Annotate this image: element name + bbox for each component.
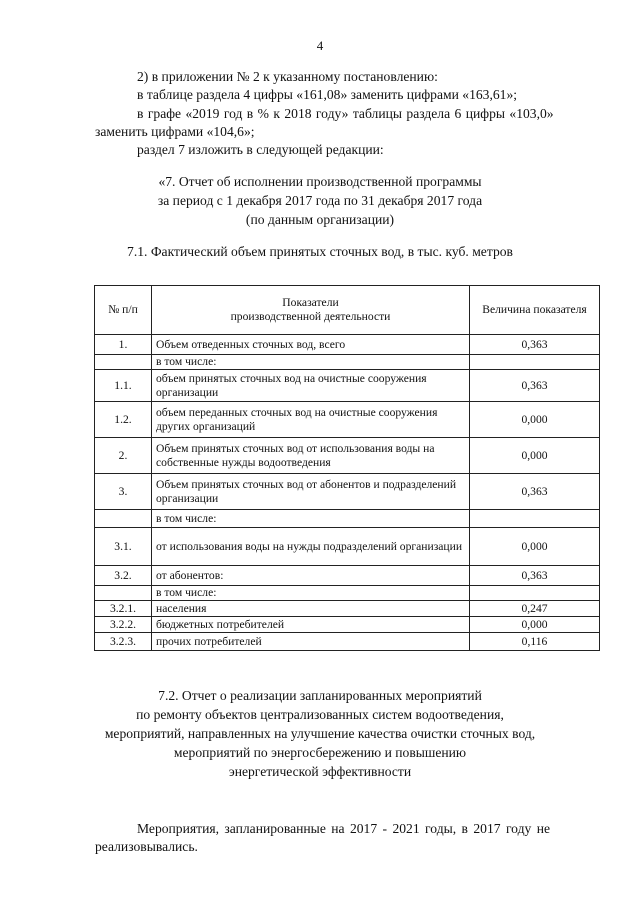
row-value: 0,000 bbox=[470, 438, 600, 474]
row-num: 1. bbox=[95, 335, 152, 355]
table-row bbox=[95, 566, 600, 586]
section-7-2-title bbox=[0, 686, 640, 781]
table-row bbox=[95, 510, 600, 528]
row-name: прочих потребителей bbox=[152, 633, 470, 651]
header-num: № п/п bbox=[95, 286, 152, 335]
row-value: 0,363 bbox=[470, 474, 600, 510]
row-value: 0,363 bbox=[470, 370, 600, 402]
row-num bbox=[95, 586, 152, 601]
row-value bbox=[470, 355, 600, 370]
table-row bbox=[95, 438, 600, 474]
row-name: населения bbox=[152, 601, 470, 617]
row-name: от абонентов: bbox=[152, 566, 470, 586]
row-num: 3.2. bbox=[95, 566, 152, 586]
row-num: 3.2.2. bbox=[95, 617, 152, 633]
section-7-title-line-2: за период с 1 декабря 2017 года по 31 декабря 2017 года bbox=[157, 193, 483, 208]
header-indicator-line-1: Показатели bbox=[282, 296, 339, 309]
row-value: 0,116 bbox=[470, 633, 600, 651]
row-name: Объем принятых сточных вод от использования воды на собственные нужды водоотведения bbox=[152, 438, 470, 474]
header-value: Величина показателя bbox=[470, 286, 600, 335]
row-value: 0,363 bbox=[470, 335, 600, 355]
row-num: 1.1. bbox=[95, 370, 152, 402]
row-name: Объем принятых сточных вод от абонентов и подразделений организации bbox=[152, 474, 470, 510]
intro-line-4: заменить цифрами «104,6»; bbox=[95, 124, 255, 139]
row-value bbox=[470, 586, 600, 601]
section-7-2-line-2: по ремонту объектов централизованных систем водоотведения, bbox=[136, 707, 504, 722]
table-row bbox=[95, 370, 600, 402]
row-value bbox=[470, 510, 600, 528]
section-7-1-title-text: 7.1. Фактический объем принятых сточных вод, в тыс. куб. метров bbox=[127, 244, 513, 259]
row-value: 0,363 bbox=[470, 566, 600, 586]
section-7-title-line-3: (по данным организации) bbox=[245, 212, 395, 227]
header-indicator-line-2: производственной деятельности bbox=[230, 310, 391, 323]
table-row bbox=[95, 335, 600, 355]
row-value: 0,247 bbox=[470, 601, 600, 617]
row-name: объем переданных сточных вод на очистные сооружения других организаций bbox=[152, 402, 470, 438]
closing-line-1: Мероприятия, запланированные на 2017 - 2021 годы, в 2017 году не bbox=[137, 821, 551, 836]
section-7-2-line-4: мероприятий по энергосбережению и повышению bbox=[173, 745, 467, 760]
table-row bbox=[95, 355, 600, 370]
row-num bbox=[95, 510, 152, 528]
section-7-2-line-3: мероприятий, направленных на улучшение качества очистки сточных вод, bbox=[104, 726, 536, 741]
closing-line-2: реализовывались. bbox=[95, 839, 198, 854]
table-row bbox=[95, 586, 600, 601]
table-header-row bbox=[95, 286, 600, 335]
row-name: объем принятых сточных вод на очистные сооружения организации bbox=[152, 370, 470, 402]
row-name: в том числе: bbox=[152, 586, 470, 601]
row-num: 3.2.1. bbox=[95, 601, 152, 617]
intro-line-3: в графе «2019 год в % к 2018 году» таблицы раздела 6 цифры «103,0» bbox=[137, 106, 554, 121]
row-num: 1.2. bbox=[95, 402, 152, 438]
row-name: в том числе: bbox=[152, 355, 470, 370]
row-num: 2. bbox=[95, 438, 152, 474]
table-row bbox=[95, 617, 600, 633]
intro-line-2: в таблице раздела 4 цифры «161,08» заменить цифрами «163,61»; bbox=[137, 87, 518, 102]
row-name: бюджетных потребителей bbox=[152, 617, 470, 633]
row-name: в том числе: bbox=[152, 510, 470, 528]
row-num: 3.1. bbox=[95, 528, 152, 566]
header-indicator bbox=[152, 286, 470, 335]
wastewater-table bbox=[94, 285, 600, 651]
table-row bbox=[95, 633, 600, 651]
table-row bbox=[95, 601, 600, 617]
row-value: 0,000 bbox=[470, 617, 600, 633]
table-row bbox=[95, 402, 600, 438]
section-7-2-line-5: энергетической эффективности bbox=[228, 764, 412, 779]
section-7-title bbox=[0, 172, 640, 229]
section-7-1-title bbox=[0, 242, 640, 261]
intro-line-5: раздел 7 изложить в следующей редакции: bbox=[137, 142, 384, 157]
page-number: 4 bbox=[316, 38, 324, 53]
row-value: 0,000 bbox=[470, 402, 600, 438]
row-num: 3. bbox=[95, 474, 152, 510]
table-row bbox=[95, 528, 600, 566]
section-7-title-line-1: «7. Отчет об исполнении производственной программы bbox=[158, 174, 482, 189]
intro-line-1: 2) в приложении № 2 к указанному постановлению: bbox=[137, 69, 438, 84]
row-num bbox=[95, 355, 152, 370]
table-row bbox=[95, 474, 600, 510]
row-name: от использования воды на нужды подразделений организации bbox=[152, 528, 470, 566]
row-num: 3.2.3. bbox=[95, 633, 152, 651]
row-name: Объем отведенных сточных вод, всего bbox=[152, 335, 470, 355]
section-7-2-line-1: 7.2. Отчет о реализации запланированных мероприятий bbox=[158, 688, 482, 703]
row-value: 0,000 bbox=[470, 528, 600, 566]
